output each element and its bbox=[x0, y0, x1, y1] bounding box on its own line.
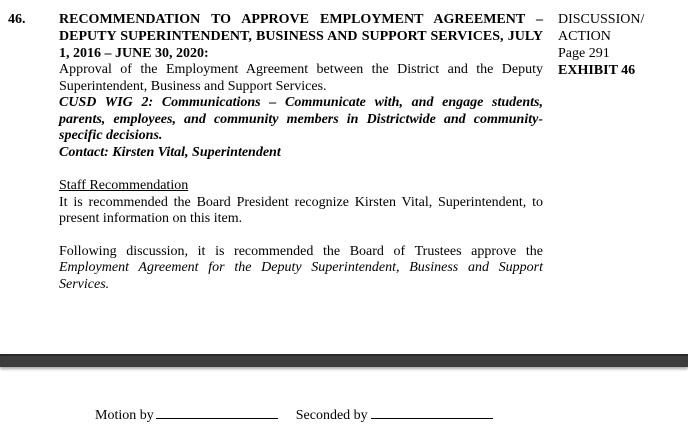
item-title: RECOMMENDATION TO APPROVE EMPLOYMENT AGREEMENT – DEPUTY SUPERINTENDENT, BUSINESS AND SUPPORT SERVICES, JULY 1, 2016 – JUNE 30, 2020: bbox=[59, 12, 543, 61]
action-type-line-1: DISCUSSION/ bbox=[558, 12, 645, 27]
staff-recommendation-heading: Staff Recommendation bbox=[59, 178, 189, 193]
motion-label: Motion by bbox=[95, 408, 154, 423]
recommendation-paragraph-1: It is recommended the Board President recognize Kirsten Vital, Superintendent, to present information on this item. bbox=[59, 194, 543, 226]
seconded-blank-line bbox=[371, 406, 493, 419]
agenda-item-body bbox=[59, 11, 543, 293]
recommendation-paragraph-2 bbox=[59, 244, 543, 294]
motion-row bbox=[95, 406, 493, 424]
seconded-label: Seconded by bbox=[295, 408, 368, 423]
motion-blank-line bbox=[156, 406, 278, 419]
approval-text: Approval of the Employment Agreement between the District and the Deputy Superintendent, Business and Support Services. bbox=[59, 62, 543, 94]
exhibit-label: EXHIBIT 46 bbox=[558, 63, 636, 78]
wig-text: CUSD WIG 2: Communications – Communicate with, and engage students, parents, employees, and community members in Districtwide and community-specific decisions. bbox=[59, 95, 543, 143]
item-classification bbox=[558, 11, 678, 79]
section-divider bbox=[0, 354, 688, 367]
recommendation-paragraph-2-text: Following discussion, it is recommended the Board of Trustees approve the bbox=[59, 243, 543, 259]
recommendation-paragraph-2-italic: Employment Agreement for the Deputy Superintendent, Business and Support Services. bbox=[59, 260, 543, 292]
item-number: 46. bbox=[8, 12, 26, 27]
action-type-line-2: ACTION bbox=[558, 29, 611, 44]
page-reference: Page 291 bbox=[558, 46, 610, 61]
contact-text: Contact: Kirsten Vital, Superintendent bbox=[59, 144, 281, 160]
